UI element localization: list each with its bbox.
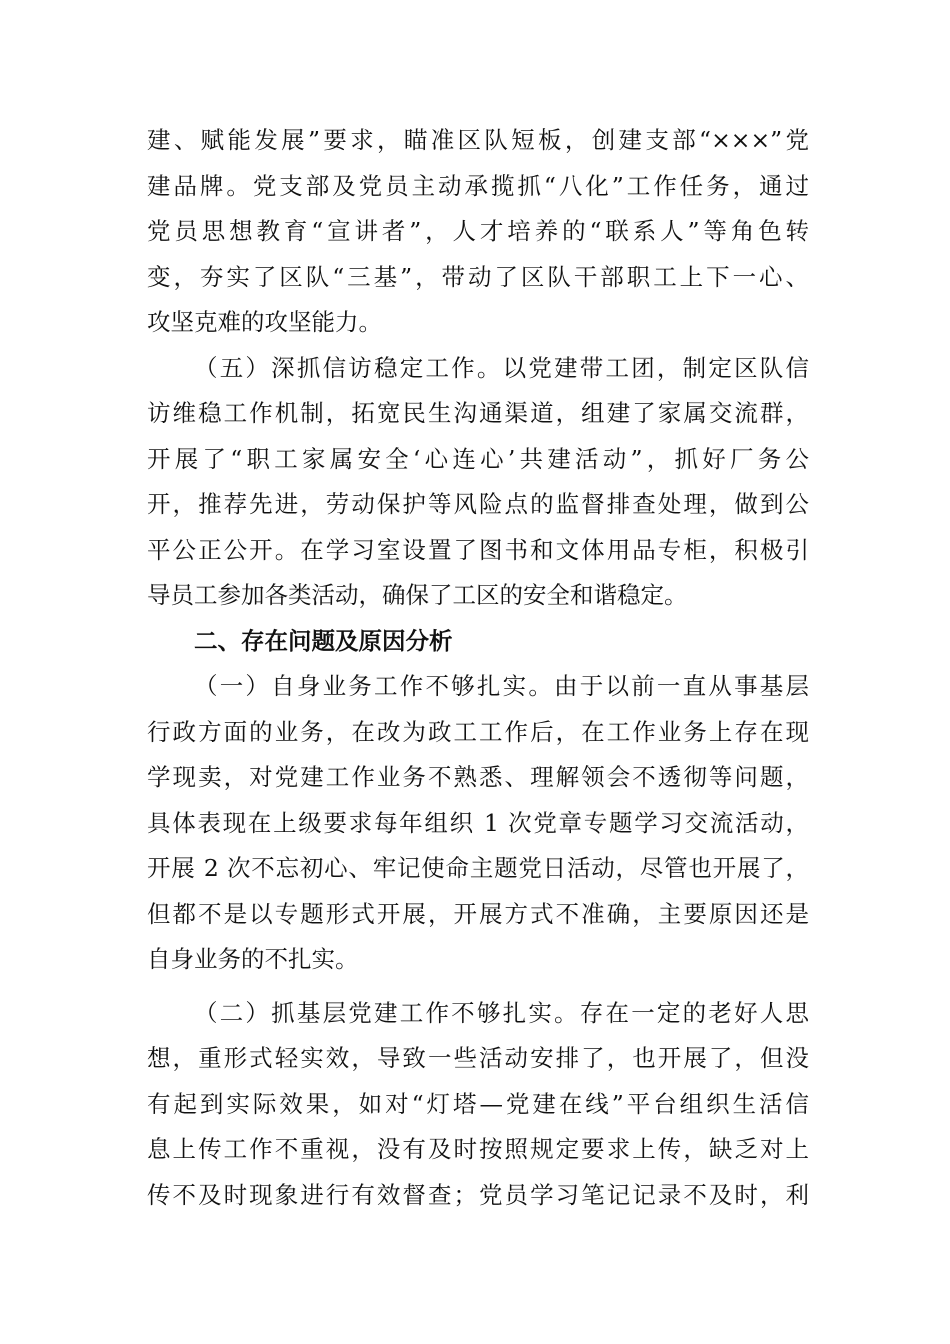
- paragraph-line: 建、赋能发展”要求，瞄准区队短板，创建支部“×××”党: [147, 126, 809, 154]
- paragraph-line: 具体表现在上级要求每年组织 1 次党章专题学习交流活动，: [147, 808, 809, 837]
- paragraph-line: 行政方面的业务，在改为政工工作后，在工作业务上存在现: [147, 717, 809, 746]
- section-heading: 二、存在问题及原因分析: [194, 626, 453, 655]
- paragraph-line: （五）深抓信访稳定工作。以党建带工团，制定区队信: [194, 353, 809, 382]
- paragraph-line: 传不及时现象进行有效督查；党员学习笔记记录不及时，利: [147, 1180, 809, 1209]
- paragraph-line: 建品牌。党支部及党员主动承揽抓“八化”工作任务，通过: [147, 171, 809, 200]
- paragraph-line: 访维稳工作机制，拓宽民生沟通渠道，组建了家属交流群，: [147, 399, 809, 427]
- document-body: [147, 118, 809, 1218]
- paragraph-line: 息上传工作不重视，没有及时按照规定要求上传，缺乏对上: [147, 1135, 809, 1163]
- paragraph-gap: [147, 983, 809, 991]
- paragraph-line: （一）自身业务工作不够扎实。由于以前一直从事基层: [194, 672, 809, 700]
- paragraph-line: （二）抓基层党建工作不够扎实。存在一定的老好人思: [194, 998, 809, 1027]
- paragraph-line: 攻坚克难的攻坚能力。: [147, 308, 382, 336]
- paragraph-line: 开展了“职工家属安全‘心连心’共建活动”，抓好厂务公: [147, 444, 809, 473]
- paragraph-line: 想，重形式轻实效，导致一些活动安排了，也开展了，但没: [147, 1044, 809, 1072]
- paragraph-line: 学现卖，对党建工作业务不熟悉、理解领会不透彻等问题，: [147, 763, 809, 791]
- paragraph-line: 开展 2 次不忘初心、牢记使命主题党日活动，尽管也开展了，: [147, 854, 809, 882]
- paragraph-line: 平公正公开。在学习室设置了图书和文体用品专柜，积极引: [147, 535, 809, 564]
- paragraph-line: 但都不是以专题形式开展，开展方式不准确，主要原因还是: [147, 899, 809, 928]
- paragraph-line: 有起到实际效果，如对“灯塔—党建在线”平台组织生活信: [147, 1089, 809, 1118]
- paragraph-line: 导员工参加各类活动，确保了工区的安全和谐稳定。: [147, 581, 688, 609]
- paragraph-line: 开，推荐先进，劳动保护等风险点的监督排查处理，做到公: [147, 490, 809, 518]
- paragraph-line: 自身业务的不扎实。: [147, 945, 359, 973]
- paragraph-line: 变，夯实了区队“三基”，带动了区队干部职工上下一心、: [147, 262, 809, 291]
- paragraph-line: 党员思想教育“宣讲者”，人才培养的“联系人”等角色转: [147, 217, 809, 245]
